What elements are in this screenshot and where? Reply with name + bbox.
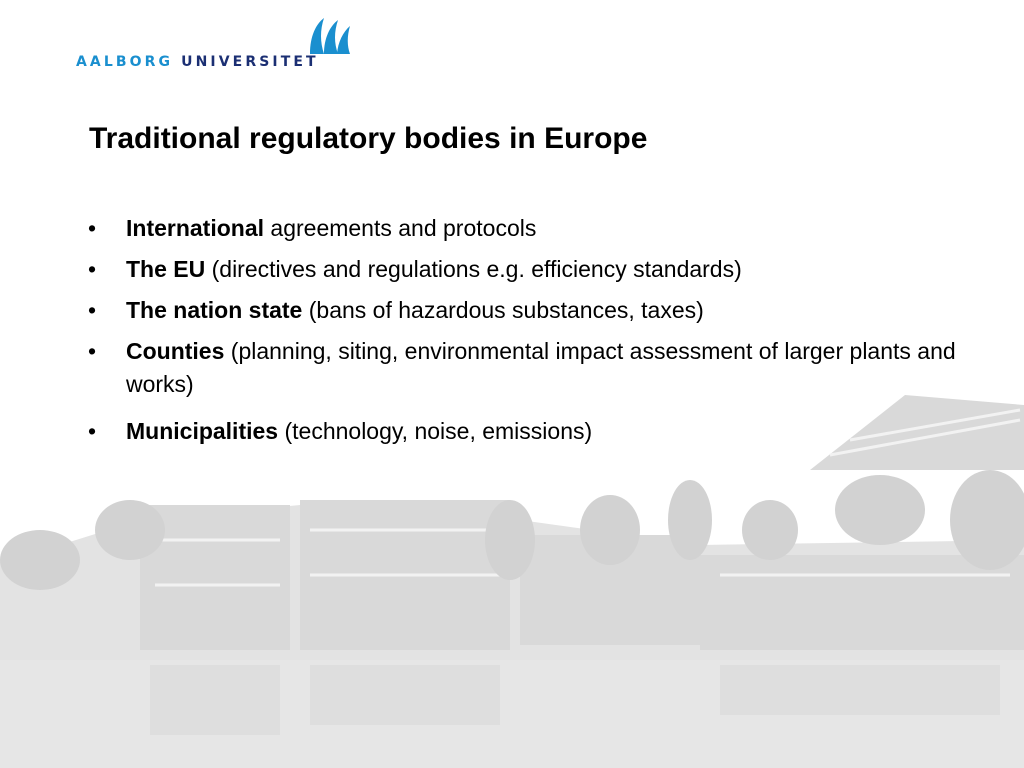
bullet-marker: •	[88, 256, 97, 282]
bullet-text: (planning, siting, environmental impact assessment of larger plants and works)	[126, 338, 956, 397]
list-item	[88, 253, 958, 286]
bullet-text: (bans of hazardous substances, taxes)	[302, 297, 704, 323]
bullet-marker: •	[88, 418, 97, 444]
bullet-bold-term: Municipalities	[126, 418, 279, 444]
list-item	[88, 212, 958, 245]
bullet-marker: •	[88, 297, 97, 323]
bullet-text: (directives and regulations e.g. efficiency standards)	[205, 256, 742, 282]
bullet-bold-term: International	[126, 215, 265, 241]
logo-word-universitet: UNIVERSITET	[181, 54, 319, 70]
list-item	[88, 294, 958, 327]
logo-word-aalborg: AALBORG	[76, 54, 174, 70]
bullet-bold-term: The EU	[126, 256, 206, 282]
bullet-text: (technology, noise, emissions)	[278, 418, 593, 444]
slide-title: Traditional regulatory bodies in Europe	[89, 122, 648, 155]
aau-wave-icon	[304, 16, 352, 56]
bullet-bold-term: The nation state	[126, 297, 303, 323]
logo-wordmark	[76, 54, 319, 70]
list-item	[88, 335, 958, 401]
bullet-list	[88, 212, 958, 456]
bullet-marker: •	[88, 215, 97, 241]
list-item	[88, 415, 958, 448]
bullet-text: agreements and protocols	[264, 215, 537, 241]
bullet-bold-term: Counties	[126, 338, 225, 364]
bullet-marker: •	[88, 338, 97, 364]
university-logo	[76, 14, 386, 74]
